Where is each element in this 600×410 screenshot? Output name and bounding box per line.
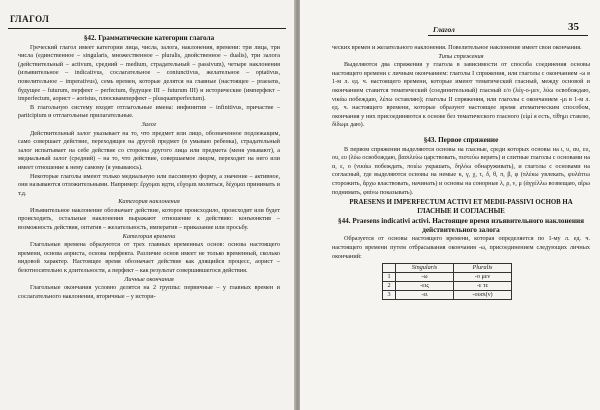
paragraph: Глагольные окончания условно делятся на 2 группы: первичные – у главных времен и сослагательного наклонения, вторичные – у истори- — [18, 284, 280, 300]
plural-cell: -ε τε — [454, 282, 512, 291]
header-rule — [428, 35, 588, 36]
singular-cell: -ει — [396, 291, 454, 300]
plural-cell: -ο μεν — [454, 273, 512, 282]
endings-table — [382, 263, 512, 300]
paragraph: Некоторые глаголы имеют только медиальную или пассивную форму, а значение – активное, они называются отложительными. Например: ἔρχομαι идти, εὔχομαι молиться, δέχομαι принимать и т.д. — [18, 172, 280, 197]
left-page-text — [18, 33, 280, 301]
singular-cell: -ω — [396, 273, 454, 282]
paragraph: Действительный залог указывает на то, что предмет или лицо, обозначенное подлежащим, само совершает действие, переходящее на другой предмет (в умываю ребенка), страдательный залог испытывает на себе действие со стороны другого лица или предмета (меня умывают), а медиальный залог (средний) – на то, что действие, совершаемое лицом, переходит на него или имеет отношение к нему самому (я умываюсь). — [18, 129, 280, 171]
table-row — [383, 291, 512, 300]
paragraph: Выделяются два спряжения у глагола в зависимости от способа соединения основы настоящего времени с личным окончанием: глаголы I спряжения, или глаголы с окончанием -ω в 1-м л. ед. ч. настоящего времени, которые имеют тематический гласный, между основой и окончанием ставится тематический (соединительный) гласный ε/ο (λέγ-ο-μεν, λύω освобождаю, νικάω побеждаю, λέπω оставляю); глаголы II спряжения, или глаголы с окончанием -μι в 1-м л. ед. ч. настоящего времени, которые образуют настоящее время атематическим способом, окончания у них присоединяются к основе без тематического гласного (εἰμί я есть, τίθημι ставлю, δίδωμι даю). — [332, 61, 590, 129]
paragraph: Образуется от основы настоящего времени, которая определяется по 1-му л. ед. ч. настоящего времени путем отбрасывания окончания -ω, присоединением следующих личных окончаний: — [332, 235, 590, 260]
running-head: Глагол — [433, 25, 455, 34]
subheading-conjugation-types: Типы спряжения — [438, 52, 484, 60]
paragraph: В глагольную систему входят отглагольные имена: инфинитив – infinitivus, причастие – participium и отглагольные прилагательные. — [18, 103, 280, 120]
left-page — [0, 0, 296, 410]
subheading-tense: Категория времени — [122, 232, 176, 240]
paragraph: ческих времен и желательного наклонения. Повелительное наклонение имеет свои окончания. — [332, 44, 582, 51]
section-title: §43. Первое спряжение — [423, 135, 499, 144]
paragraph: Греческий глагол имеет категории лица, числа, залога, наклонения, времени: три лица, три числа (единственное – singularis, множественное – pluralis, двойственное – dualis), три залога (действительный – activum, средний – medium, страдательный – passivum), четыре наклонения (изъявительное – indicativus, сослагательное – coniunctivus, желательное – optativus, повелительное – imperativus), семь времен, которые делятся на главные (настоящее – praesens, будущее – futurum, перфект – perfectum, будущее III – futurum III) и исторические (имперфект – imperfectum, аорист – aoristus, плюсквамперфект – plusquamperfectum). — [18, 43, 280, 103]
caps-heading: PRAESENS И IMPERFECTUM ACTIVI ET MEDII-PASSIVI ОСНОВ НА ГЛАСНЫЕ И СОГЛАСНЫЕ — [349, 199, 573, 215]
running-head: ГЛАГОЛ — [10, 14, 50, 24]
subheading-voice: Залог — [141, 120, 157, 128]
subheading-mood: Категория наклонения — [118, 198, 180, 206]
table-row — [383, 273, 512, 282]
person-cell: 3 — [383, 291, 396, 300]
section-title: §44. Praesens indicativi activi. Настоящее время изъявительного наклонения действительного залога — [337, 217, 585, 234]
table-row — [383, 282, 512, 291]
table-header-cell — [383, 264, 396, 273]
paragraph: Глагольные времена образуются от трех главных временных основ: основа настоящего времени, основа аориста, основа перфекта. Различие основ имеет не только временный, сколько видовой характер. Настоящее время обозначает действие как длящийся процесс, аорист – безотносительно к длительности, а перфект – как результат совершившегося действия. — [18, 241, 280, 275]
plural-cell: -ουσι(ν) — [454, 291, 512, 300]
table-header-row — [383, 264, 512, 273]
section-title: §42. Грамматические категории глагола — [83, 34, 215, 42]
singular-cell: -εις — [396, 282, 454, 291]
paragraph: В первом спряжении выделяются основы на гласные, среди которых основы на ι, υ, αυ, ευ, ου, ευ (λύω освобождаю, βασιλεύω царствовать, πιστεύω верить) и слитные глаголы с основами на α, ε, ο (νικάω побеждать, ποιέω украшать, δηλόω обнаруживать), и глаголы с основами на согласный, где выделяются основы на немые κ, γ, χ, τ, δ, θ, π, β, φ (πλέκω увлекать, φυλάττω сторожить, ἄρχω властвовать, начинать) и основы на сонорные λ, ρ, ν, μ (ἀγγέλλω возвещаю, αἴρω поднимать, φαίνω показывать). — [332, 145, 590, 196]
person-cell: 2 — [383, 282, 396, 291]
table-header-cell: Pluralis — [454, 264, 512, 273]
paragraph: Изъявительное наклонение обозначает действие, которое происходило, происходит или будет происходить, остальные наклонения выражают отношение к действию: конъюнктив – возможность действия, оптатив – желательность, императив – приказание или просьбу. — [18, 206, 280, 232]
person-cell: 1 — [383, 273, 396, 282]
subheading-endings: Личные окончания — [124, 275, 174, 283]
page-number: 35 — [568, 21, 579, 33]
table-header-cell: Singularis — [396, 264, 454, 273]
right-page — [300, 0, 600, 410]
right-page-text — [332, 44, 590, 300]
header-rule — [8, 28, 286, 29]
